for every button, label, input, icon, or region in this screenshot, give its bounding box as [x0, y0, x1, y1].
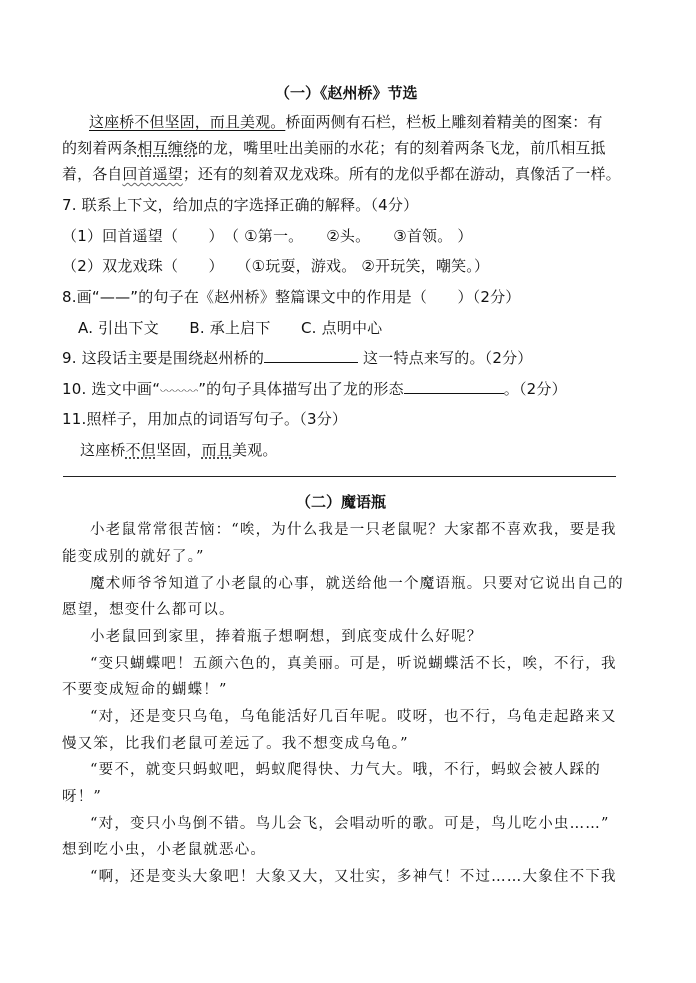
story-line: 慢又笨，比我们老鼠可差远了。我不想变成乌龟。” [62, 736, 409, 752]
story-line: 愿望，想变什么都可以。 [62, 602, 235, 618]
wavy-phrase: 回首遥望 [122, 165, 183, 183]
story-line: 小老鼠常常很苦恼：“唉，为什么我是一只老鼠呢？大家都不喜欢我，要是我 [90, 522, 617, 538]
passage-line-2: 的刻着两条相互缠绕的龙，嘴里吐出美丽的水花；有的刻着两条飞龙，前爪相互抵 [62, 139, 606, 157]
answer-line[interactable] [63, 476, 616, 477]
answer-blank[interactable] [404, 379, 504, 394]
question-8-stem: 8.画“——”的句子在《赵州桥》整篇课文中的作用是（ ）（2分） [62, 288, 521, 306]
story-line: 想到吃小虫，小老鼠就恶心。 [62, 842, 267, 858]
underlined-sentence: 这座桥不但坚固，而且美观。 [89, 113, 286, 131]
question-7-stem: 7. 联系上下文，给加点的字选择正确的解释。（4分） [62, 196, 419, 214]
story-line: 魔术师爷爷知道了小老鼠的心事，就送给他一个魔语瓶。只要对它说出自己的 [90, 576, 624, 592]
story-line: 小老鼠回到家里，捧着瓶子想啊想，到底变成什么好呢？ [90, 629, 483, 645]
story-line: 呀！” [62, 789, 103, 805]
answer-blank[interactable] [264, 348, 358, 363]
story-line: “要不，就变只蚂蚁吧，蚂蚁爬得快、力气大。哦，不行，蚂蚁会被人踩的 [90, 762, 602, 778]
story-line: “对，还是变只乌龟，乌龟能活好几百年呢。哎呀，也不行，乌龟走起路来又 [90, 709, 617, 725]
question-11-stem: 11.照样子，用加点的词语写句子。（3分） [62, 410, 348, 428]
section2-title: （二）魔语瓶 [296, 493, 387, 511]
passage-line-1 [62, 111, 602, 132]
story-line: 能变成别的就好了。” [62, 549, 205, 565]
question-11-example: 这座桥不但坚固，而且美观。 [80, 441, 278, 459]
passage-line-1-rest: 桥面两侧有石栏，栏板上雕刻着精美的图案：有 [285, 113, 603, 131]
question-10: 10. 选文中画“ ”的句子具体描写出了龙的形态 。（2分） [62, 380, 567, 398]
story-line: “啊，还是变头大象吧！大象又大，又壮实，多神气！不过……大象住不下我 [90, 869, 617, 885]
question-9: 9. 这段话主要是围绕赵州桥的 这一特点来写的。（2分） [62, 349, 533, 367]
story-line: “变只蝴蝶吧！五颜六色的，真美丽。可是，听说蝴蝶活不长，唉，不行，我 [90, 656, 617, 672]
question-8-options: A. 引出下文 B. 承上启下 C. 点明中心 [78, 319, 383, 337]
question-7-item-2: （2）双龙戏珠（ ） （①玩耍，游戏。 ②开玩笑，嘲笑。） [62, 257, 490, 275]
story-line: 不要变成短命的蝴蝶！” [62, 682, 228, 698]
wavy-line-mark [160, 387, 198, 393]
passage-line-3: 着，各自回首遥望；还有的刻着双龙戏珠。所有的龙似乎都在游动，真像活了一样。 [62, 165, 621, 183]
story-line: “对，变只小鸟倒不错。鸟儿会飞，会唱动听的歌。可是，鸟儿吃小虫……” [90, 816, 610, 832]
section1-title: （一）《赵州桥》节选 [275, 84, 418, 102]
dotted-phrase: 相互缠绕 [137, 139, 198, 157]
question-7-item-1: （1）回首遥望（ ） （ ①第一。 ②头。 ③首领。 ） [62, 227, 473, 245]
